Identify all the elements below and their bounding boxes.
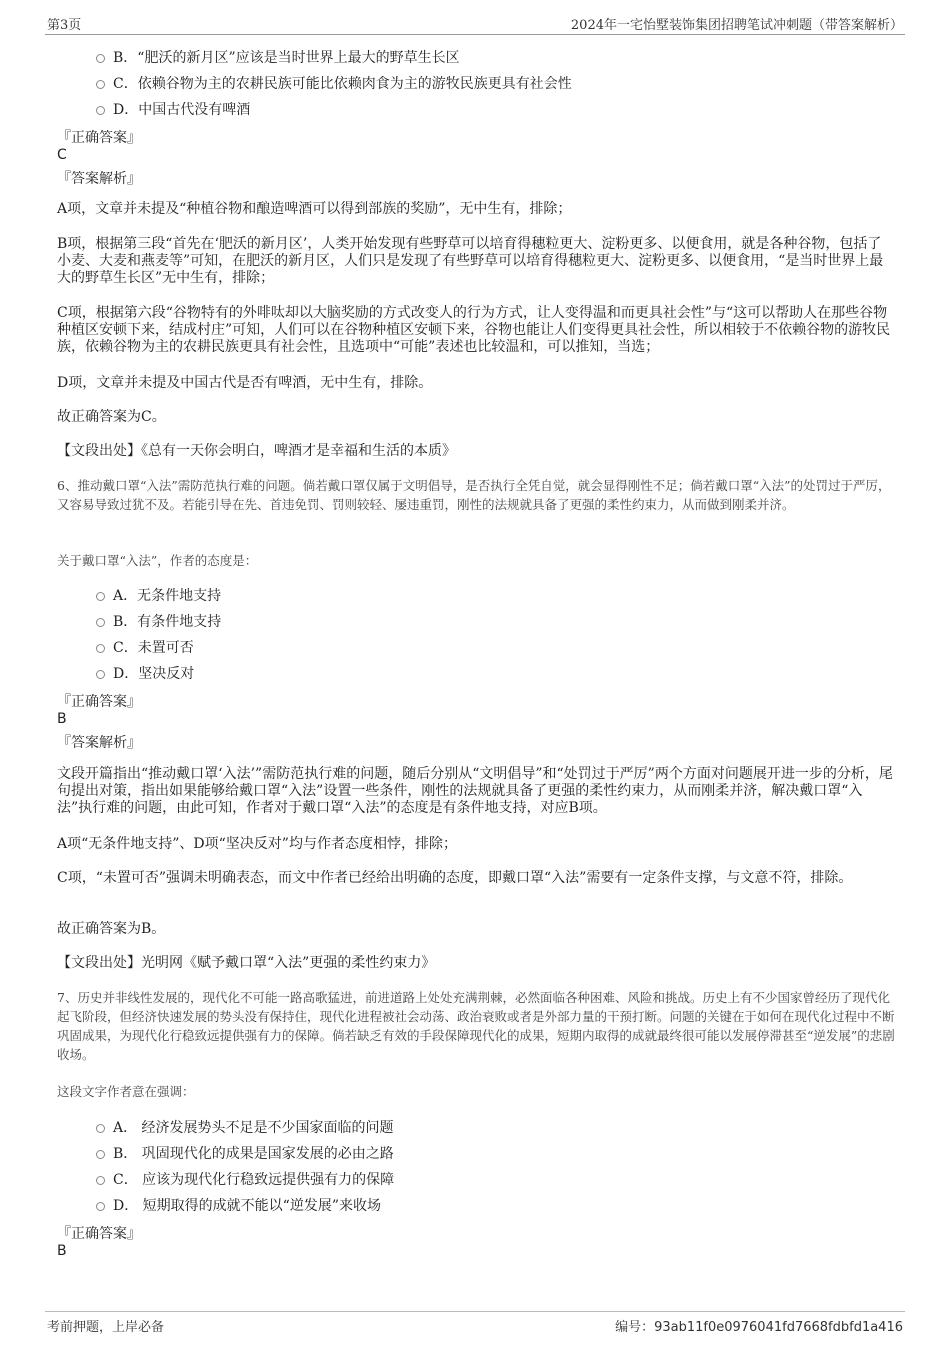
- footer-slogan: 考前押题，上岸必备: [47, 1320, 165, 1335]
- document-id-value: 93ab11f0e0976041fd7668fdbfd1a416: [654, 1320, 903, 1335]
- q7-option-a[interactable]: A． 经济发展势头不足是不少国家面临的问题: [96, 1116, 394, 1138]
- page-header: [45, 14, 905, 35]
- q6-analysis-c: C项，“未置可否”强调未明确表态，而文中作者已经给出明确的态度，即戴口罩“入法”需要有一定条件支撑，与文意不符，排除。: [57, 870, 853, 886]
- q5-analysis-b: B项，根据第三段“首先在‘肥沃的新月区’，人类开始发现有些野草可以培育得穗粒更大、淀粉更多、以便食用，就是各种谷物，包括了小麦、大麦和燕麦等”可知，在肥沃的新月区，人们只是发现了有些野草可以培育得穗粒更大、淀粉更多、以便食用，“是当时世界上最大的野草生长区”无中生有，排除；: [57, 236, 884, 286]
- q6-correct-answer-label: 『正确答案』: [57, 694, 141, 710]
- q5-analysis-label: 『答案解析』: [57, 171, 141, 187]
- radio-icon[interactable]: [96, 1202, 105, 1211]
- q5-option-b[interactable]: B．“肥沃的新月区”应该是当时世界上最大的野草生长区: [96, 46, 460, 68]
- radio-icon[interactable]: [96, 644, 105, 653]
- radio-icon[interactable]: [96, 54, 105, 63]
- document-title: 2024年一宅怡墅装饰集团招聘笔试冲刺题（带答案解析）: [570, 18, 903, 33]
- radio-icon[interactable]: [96, 670, 105, 679]
- q7-question: 这段文字作者意在强调：: [57, 1084, 195, 1099]
- radio-icon[interactable]: [96, 1150, 105, 1159]
- q6-option-d[interactable]: D．坚决反对: [96, 662, 194, 684]
- radio-icon[interactable]: [96, 618, 105, 627]
- q7-stem: 7、历史并非线性发展的，现代化不可能一路高歌猛进，前进道路上处处充满荆棘，必然面临各种困难、风险和挑战。历史上有不少国家曾经历了现代化起飞阶段，但经济快速发展的势头没有保持住，现代化进程被社会动荡、政治衰败或者是外部力量的干预打断。问题的关键在于如何在现代化过程中不断巩固成果，为现代化行稳致远提供强有力的保障。倘若缺乏有效的手段保障现代化的成果，短期内取得的成就最终很可能以发展停滞甚至“逆发展”的悲剧收场。: [57, 990, 895, 1062]
- q5-analysis-a: A项，文章并未提及“种植谷物和酿造啤酒可以得到部族的奖励”，无中生有，排除；: [57, 201, 572, 217]
- q5-correct-answer-label: 『正确答案』: [57, 130, 141, 146]
- q7-option-b[interactable]: B． 巩固现代化的成果是国家发展的必由之路: [96, 1142, 394, 1164]
- q6-option-c[interactable]: C．未置可否: [96, 636, 194, 658]
- q6-stem: 6、推动戴口罩“入法”需防范执行难的问题。倘若戴口罩仅属于文明倡导，是否执行全凭自觉，就会显得刚性不足；倘若戴口罩“入法”的处罚过于严厉，又容易导致过犹不及。若能引导在先、首违免罚、罚则较轻、屡违重罚，刚性的法规就具备了更强的柔性约束力，从而做到刚柔并济。: [57, 478, 891, 512]
- q6-analysis-ad: A项“无条件地支持”、D项“坚决反对”均与作者态度相悖，排除；: [57, 836, 457, 852]
- document-id-label: 编号：: [615, 1320, 655, 1335]
- q5-conclusion: 故正确答案为C。: [57, 409, 166, 425]
- q7-answer: B: [57, 1243, 67, 1259]
- q6-option-a[interactable]: A．无条件地支持: [96, 584, 221, 606]
- q5-analysis-d: D项，文章并未提及中国古代是否有啤酒，无中生有，排除。: [57, 375, 433, 391]
- q6-answer: B: [57, 711, 67, 727]
- q6-conclusion: 故正确答案为B。: [57, 921, 166, 937]
- q5-source: 【文段出处】《总有一天你会明白，啤酒才是幸福和生活的本质》: [57, 443, 456, 459]
- q7-correct-answer-label: 『正确答案』: [57, 1226, 141, 1242]
- radio-icon[interactable]: [96, 1176, 105, 1185]
- page-footer: [45, 1311, 905, 1336]
- q6-analysis-main: 文段开篇指出“推动戴口罩‘入法’”需防范执行难的问题，随后分别从“文明倡导”和“处罚过于严厉”两个方面对问题展开进一步的分析，尾句提出对策，指出如果能够给戴口罩“入法”设置一些条件，刚性的法规就具备了更强的柔性约束力，从而刚柔并济，解决戴口罩“入法”执行难的问题，由此可知，作者对于戴口罩“入法”的态度是有条件地支持，对应B项。: [57, 766, 893, 816]
- radio-icon[interactable]: [96, 592, 105, 601]
- radio-icon[interactable]: [96, 80, 105, 89]
- q6-option-b[interactable]: B．有条件地支持: [96, 610, 221, 632]
- q6-question: 关于戴口罩“入法”，作者的态度是：: [57, 553, 258, 568]
- q7-option-c[interactable]: C． 应该为现代化行稳致远提供强有力的保障: [96, 1168, 394, 1190]
- q5-option-d[interactable]: D．中国古代没有啤酒: [96, 98, 250, 120]
- radio-icon[interactable]: [96, 106, 105, 115]
- q5-answer: C: [57, 147, 67, 163]
- q5-option-c[interactable]: C．依赖谷物为主的农耕民族可能比依赖肉食为主的游牧民族更具有社会性: [96, 72, 572, 94]
- q5-analysis-c: C项，根据第六段“谷物特有的外啡呔却以大脑奖励的方式改变人的行为方式，让人变得温和而更具社会性”与“这可以帮助人在那些谷物种植区安顿下来，结成村庄”可知，人们可以在谷物种植区安顿下来，谷物也能让人们变得更具社会性，所以相较于不依赖谷物的游牧民族，依赖谷物为主的农耕民族更具有社会性，且选项中“可能”表述也比较温和，可以推知，当选；: [57, 305, 891, 355]
- radio-icon[interactable]: [96, 1124, 105, 1133]
- document-id: [615, 1316, 903, 1335]
- q6-analysis-label: 『答案解析』: [57, 735, 141, 751]
- page-number: 第3页: [47, 18, 82, 33]
- q6-source: 【文段出处】光明网《赋予戴口罩“入法”更强的柔性约束力》: [57, 955, 436, 971]
- q7-option-d[interactable]: D． 短期取得的成就不能以“逆发展”来收场: [96, 1194, 381, 1216]
